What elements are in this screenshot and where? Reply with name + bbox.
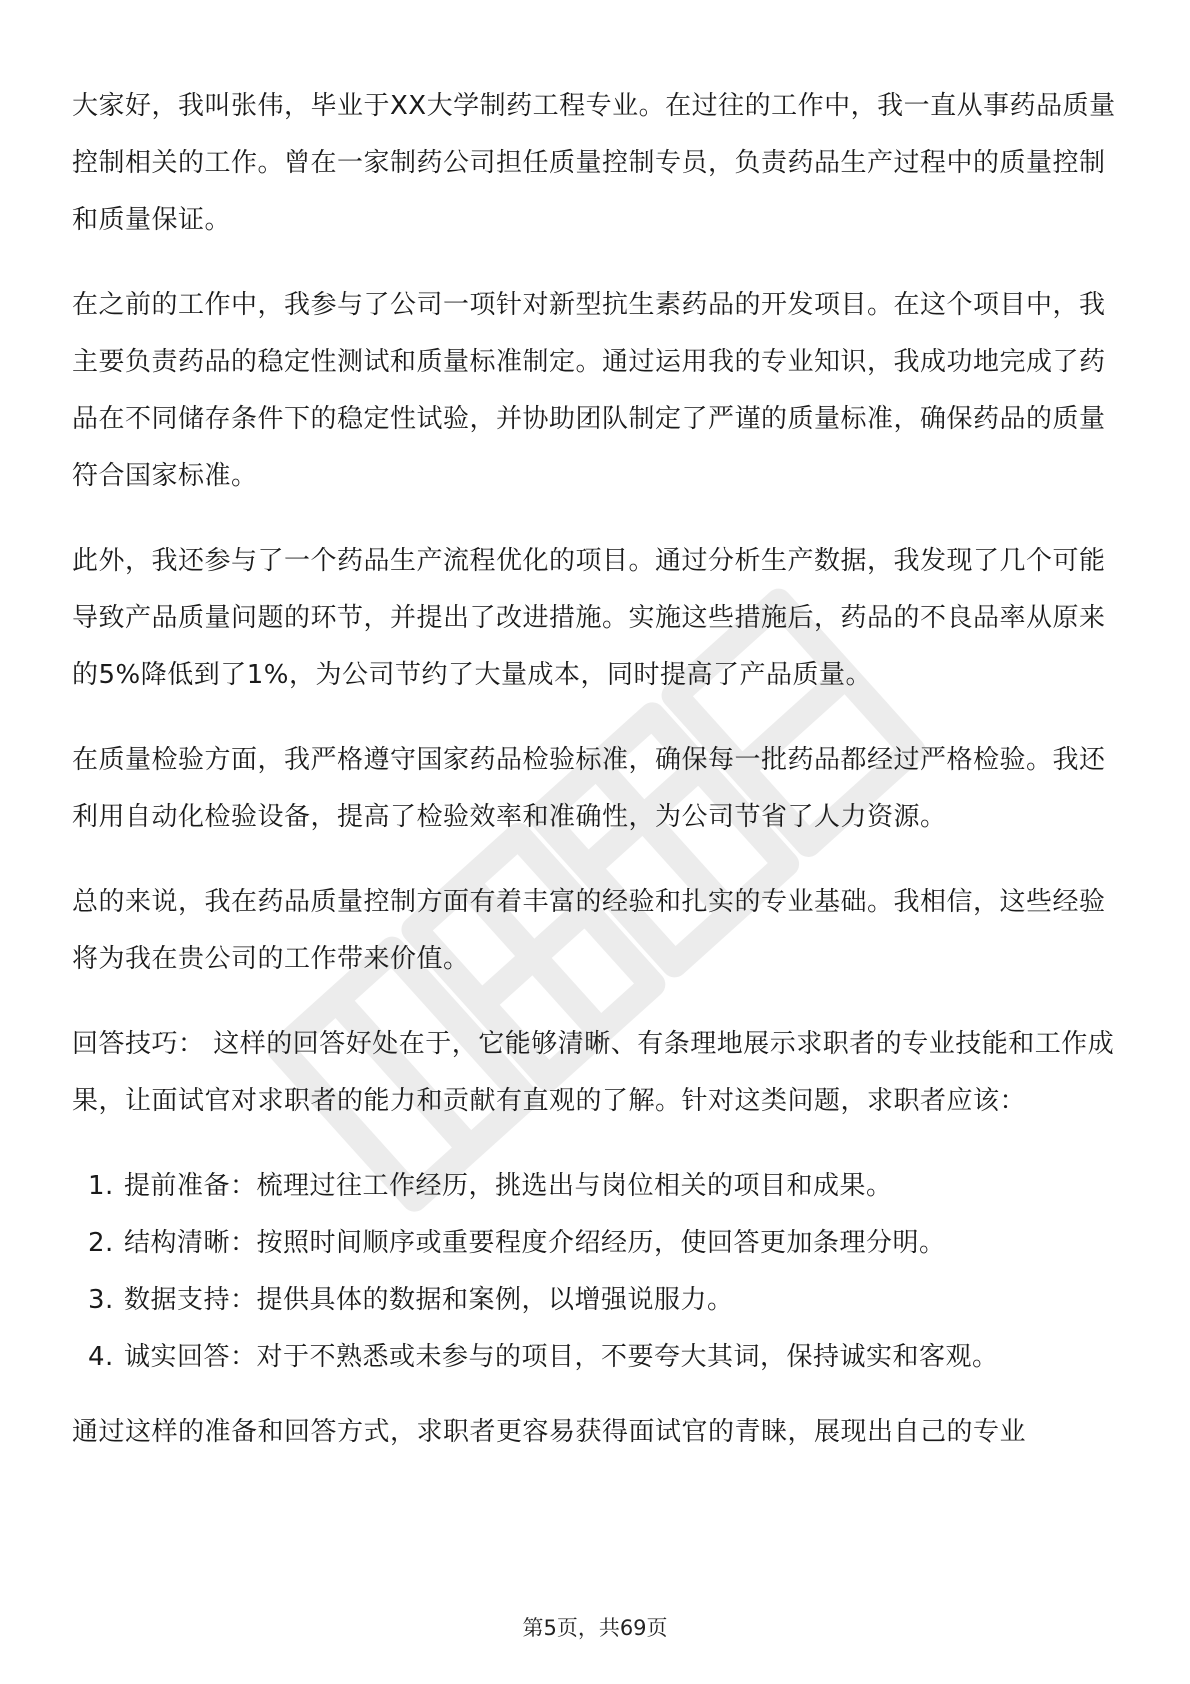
page-number-footer: 第5页，共69页 bbox=[522, 1616, 668, 1640]
tips-list bbox=[72, 1158, 1122, 1386]
paragraph-closing: 通过这样的准备和回答方式，求职者更容易获得面试官的青睐，展现出自己的专业 bbox=[72, 1417, 1027, 1447]
paragraph-answer-tips: 回答技巧： 这样的回答好处在于，它能够清晰、有条理地展示求职者的专业技能和工作成果，让面试官对求职者的能力和贡献有直观的了解。针对这类问题，求职者应该： bbox=[72, 1029, 1115, 1116]
list-item bbox=[72, 1158, 1122, 1215]
paragraph-antibiotic-project: 在之前的工作中，我参与了公司一项针对新型抗生素药品的开发项目。在这个项目中，我主要负责药品的稳定性测试和质量标准制定。通过运用我的专业知识，我成功地完成了药品在不同储存条件下的稳定性试验，并协助团队制定了严谨的质量标准，确保药品的质量符合国家标准。 bbox=[72, 290, 1106, 491]
paragraph-process-optimization: 此外，我还参与了一个药品生产流程优化的项目。通过分析生产数据，我发现了几个可能导致产品质量问题的环节，并提出了改进措施。实施这些措施后，药品的不良品率从原来的5%降低到了1%，为公司节约了大量成本，同时提高了产品质量。 bbox=[72, 546, 1106, 690]
list-item-text: 结构清晰：按照时间顺序或重要程度介绍经历，使回答更加条理分明。 bbox=[124, 1228, 946, 1258]
list-item-number: 2. bbox=[88, 1228, 114, 1258]
list-item bbox=[72, 1215, 1122, 1272]
list-item-number: 3. bbox=[88, 1285, 114, 1315]
list-item-number: 4. bbox=[88, 1342, 114, 1372]
paragraph-quality-inspection: 在质量检验方面，我严格遵守国家药品检验标准，确保每一批药品都经过严格检验。我还利用自动化检验设备，提高了检验效率和准确性，为公司节省了人力资源。 bbox=[72, 745, 1106, 832]
document-body bbox=[72, 78, 1122, 1489]
list-item bbox=[72, 1329, 1122, 1386]
list-item-number: 1. bbox=[88, 1171, 114, 1201]
list-item bbox=[72, 1272, 1122, 1329]
list-item-text: 数据支持：提供具体的数据和案例，以增强说服力。 bbox=[124, 1285, 734, 1315]
list-item-text: 提前准备：梳理过往工作经历，挑选出与岗位相关的项目和成果。 bbox=[124, 1171, 893, 1201]
paragraph-summary: 总的来说，我在药品质量控制方面有着丰富的经验和扎实的专业基础。我相信，这些经验将为我在贵公司的工作带来价值。 bbox=[72, 887, 1106, 974]
list-item-text: 诚实回答：对于不熟悉或未参与的项目，不要夸大其词，保持诚实和客观。 bbox=[124, 1342, 999, 1372]
paragraph-intro: 大家好，我叫张伟，毕业于XX大学制药工程专业。在过往的工作中，我一直从事药品质量控制相关的工作。曾在一家制药公司担任质量控制专员，负责药品生产过程中的质量控制和质量保证。 bbox=[72, 91, 1116, 235]
